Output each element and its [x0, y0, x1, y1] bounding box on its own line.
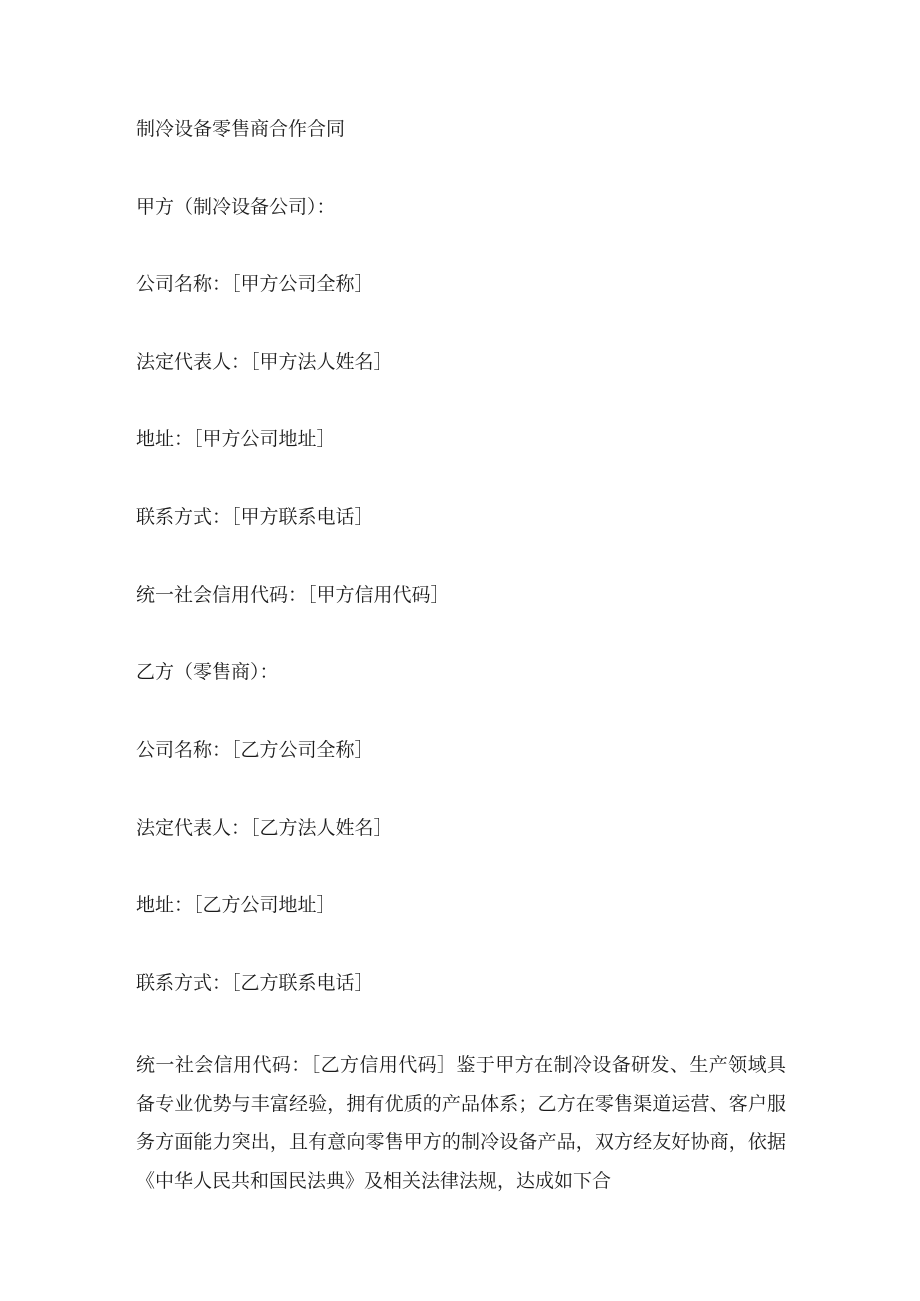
party-a-company-name: 公司名称：［甲方公司全称］ [136, 273, 374, 295]
document-title: 制冷设备零售商合作合同 [136, 118, 346, 140]
closing-paragraph: 统一社会信用代码：［乙方信用代码］鉴于甲方在制冷设备研发、生产领域具备专业优势与丰富经验，拥有优质的产品体系；乙方在零售渠道运营、客户服务方面能力突出，且有意向零售甲方的制冷设备产品，双方经友好协商，依据《中华人民共和国民法典》及相关法律法规，达成如下合 [136, 1054, 786, 1192]
party-a-credit-code: 统一社会信用代码：［甲方信用代码］ [136, 584, 450, 606]
party-b-heading: 乙方（零售商）： [136, 661, 279, 683]
party-b-company-name: 公司名称：［乙方公司全称］ [136, 739, 374, 761]
party-a-contact: 联系方式：［甲方联系电话］ [136, 506, 374, 528]
party-b-address: 地址：［乙方公司地址］ [136, 894, 336, 916]
party-a-heading: 甲方（制冷设备公司）： [136, 196, 336, 218]
party-a-address: 地址：［甲方公司地址］ [136, 428, 336, 450]
party-b-legal-rep: 法定代表人：［乙方法人姓名］ [136, 817, 393, 839]
party-b-contact: 联系方式：［乙方联系电话］ [136, 972, 374, 994]
party-a-legal-rep: 法定代表人：［甲方法人姓名］ [136, 351, 393, 373]
